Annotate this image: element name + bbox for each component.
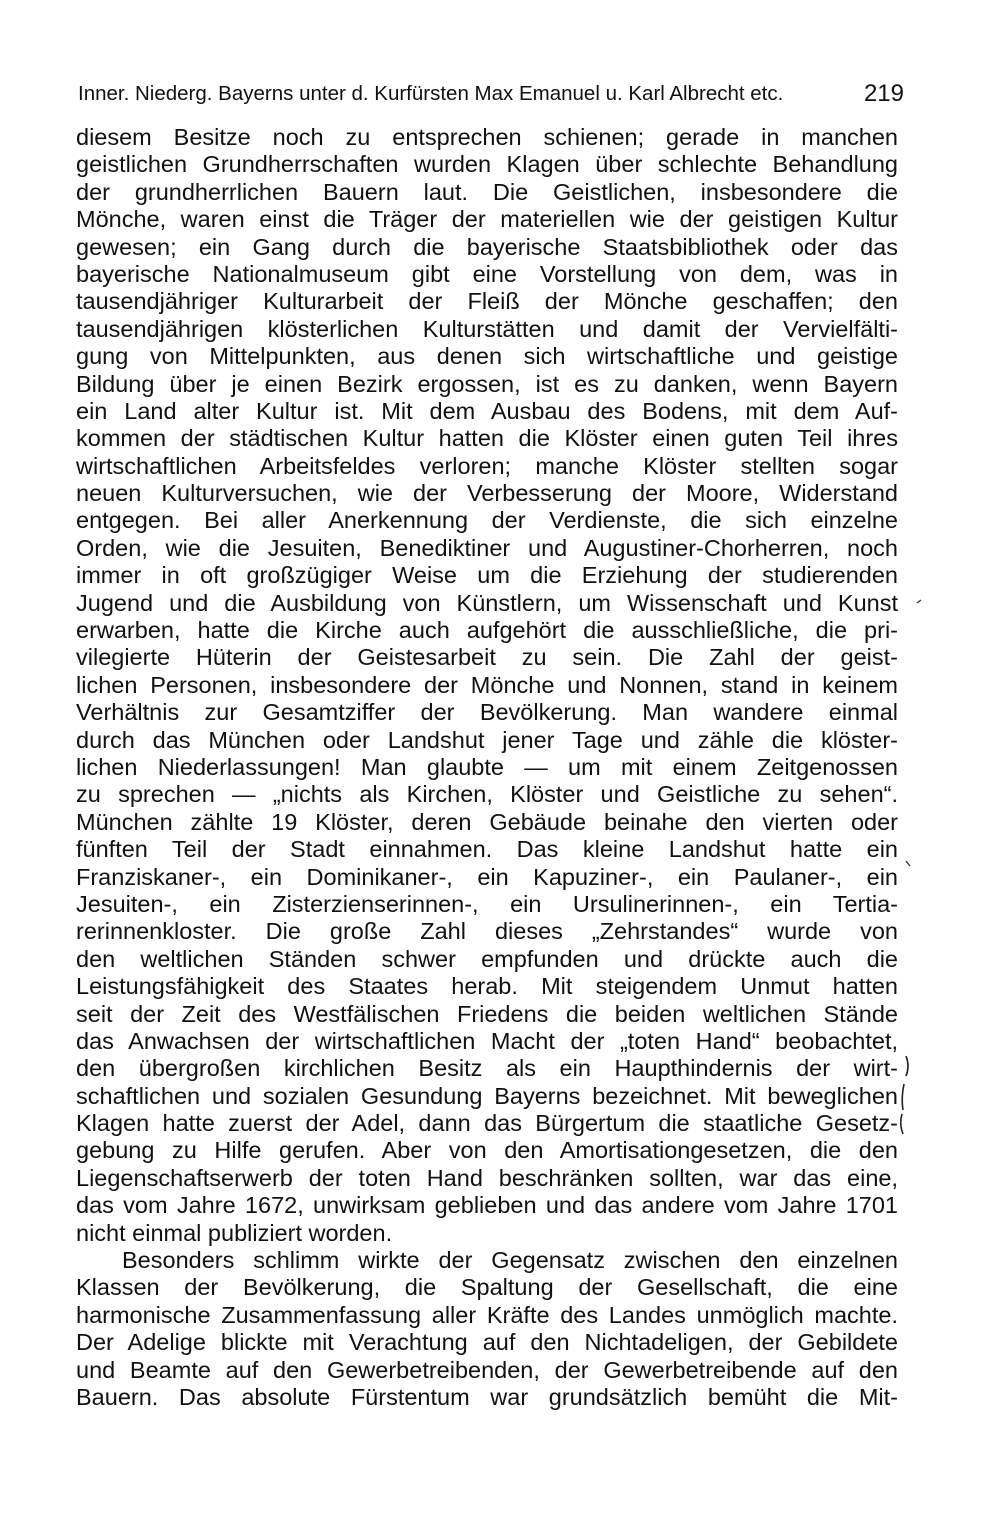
text-line: gung von Mittelpunkten, aus denen sich wirtschaftliche und geistige bbox=[76, 343, 898, 370]
text-line: lichen Niederlassungen! Man glaubte — um mit einem Zeitgenossen bbox=[76, 753, 898, 780]
text-line: das Anwachsen der wirtschaftlichen Macht der „toten Hand“ beobachtet, bbox=[76, 1027, 898, 1054]
text-line: Franziskaner-, ein Dominikaner-, ein Kapuziner-, ein Paulaner-, ein bbox=[76, 863, 898, 890]
text-line: Liegenschaftserwerb der toten Hand beschränken sollten, war das eine, bbox=[76, 1164, 898, 1191]
text-line: geistlichen Grundherrschaften wurden Klagen über schlechte Behandlung bbox=[76, 151, 898, 178]
text-line: kommen der städtischen Kultur hatten die Klöster einen guten Teil ihres bbox=[76, 425, 898, 452]
text-line: ein Land alter Kultur ist. Mit dem Ausbau des Bodens, mit dem Auf- bbox=[76, 397, 898, 424]
text-line: fünften Teil der Stadt einnahmen. Das kleine Landshut hatte ein bbox=[76, 836, 898, 863]
margin-mark bbox=[902, 1084, 904, 1110]
text-line: diesem Besitze noch zu entsprechen schienen; gerade in manchen bbox=[76, 124, 898, 150]
running-title: Inner. Niederg. Bayerns unter d. Kurfürsten Max Emanuel u. Karl Albrecht etc. bbox=[78, 82, 784, 105]
text-line: immer in oft großzügiger Weise um die Erziehung der studierenden bbox=[76, 562, 898, 589]
text-line: tausendjähriger Kulturarbeit der Fleiß der Mönche geschaffen; den bbox=[76, 288, 898, 315]
text-line: bayerische Nationalmuseum gibt eine Vorstellung von dem, was in bbox=[76, 260, 898, 287]
text-line: Jesuiten-, ein Zisterzienserinnen-, ein Ursulinerinnen-, ein Tertia- bbox=[76, 890, 898, 917]
margin-mark bbox=[901, 1114, 903, 1134]
page-number: 219 bbox=[863, 80, 904, 107]
text-line: der grundherrlichen Bauern laut. Die Geistlichen, insbesondere die bbox=[76, 178, 898, 205]
text-line: harmonische Zusammenfassung aller Kräfte des Landes unmöglich machte. bbox=[76, 1301, 898, 1328]
text-line: vilegierte Hüterin der Geistesarbeit zu sein. Die Zahl der geist- bbox=[76, 644, 898, 671]
text-line: tausendjährigen klösterlichen Kulturstätten und damit der Vervielfälti- bbox=[76, 315, 898, 342]
text-line: lichen Personen, insbesondere der Mönche und Nonnen, stand in keinem bbox=[76, 671, 898, 698]
paragraph bbox=[76, 124, 898, 1247]
text-line: Verhältnis zur Gesamtziffer der Bevölkerung. Man wandere einmal bbox=[76, 699, 898, 726]
text-line: Orden, wie die Jesuiten, Benediktiner und Augustiner-Chorherren, noch bbox=[76, 534, 898, 561]
text-line: durch das München oder Landshut jener Tage und zähle die klöster- bbox=[76, 726, 898, 753]
text-line: rerinnenkloster. Die große Zahl dieses „Zehrstandes“ wurde von bbox=[76, 918, 898, 945]
text-line: Bauern. Das absolute Fürstentum war grundsätzlich bemüht die Mit- bbox=[76, 1383, 898, 1410]
text-line: Jugend und die Ausbildung von Künstlern, um Wissenschaft und Kunst bbox=[76, 589, 898, 616]
margin-mark bbox=[906, 1056, 908, 1076]
text-line: Besonders schlimm wirkte der Gegensatz zwischen den einzelnen bbox=[122, 1247, 898, 1274]
text-line: München zählte 19 Klöster, deren Gebäude beinahe den vierten oder bbox=[76, 808, 898, 835]
paragraph bbox=[76, 1247, 898, 1411]
text-line: entgegen. Bei aller Anerkennung der Verdienste, die sich einzelne bbox=[76, 507, 898, 534]
text-line: schaftlichen und sozialen Gesundung Bayerns bezeichnet. Mit beweglichen bbox=[76, 1082, 898, 1109]
text-line: das vom Jahre 1672, unwirksam geblieben und das andere vom Jahre 1701 bbox=[76, 1192, 898, 1219]
running-head bbox=[78, 78, 904, 110]
text-line: Leistungsfähigkeit des Staates herab. Mit steigendem Unmut hatten bbox=[76, 973, 898, 1000]
text-line: Klassen der Bevölkerung, die Spaltung der Gesellschaft, die eine bbox=[76, 1274, 898, 1301]
text-line: wirtschaftlichen Arbeitsfeldes verloren; manche Klöster stellten sogar bbox=[76, 452, 898, 479]
text-line: den übergroßen kirchlichen Besitz als ein Haupthindernis der wirt- bbox=[76, 1055, 898, 1082]
text-line: Mönche, waren einst die Träger der materiellen wie der geistigen Kultur bbox=[76, 206, 898, 233]
text-line: Bildung über je einen Bezirk ergossen, ist es zu danken, wenn Bayern bbox=[76, 370, 898, 397]
text-line: zu sprechen — „nichts als Kirchen, Klöster und Geistliche zu sehen“. bbox=[76, 781, 898, 808]
text-line: erwarben, hatte die Kirche auch aufgehört die ausschließliche, die pri- bbox=[76, 617, 898, 644]
text-line: neuen Kulturversuchen, wie der Verbesserung der Moore, Widerstand bbox=[76, 480, 898, 507]
text-line: gebung zu Hilfe gerufen. Aber von den Amortisationgesetzen, die den bbox=[76, 1137, 898, 1164]
text-line: nicht einmal publiziert worden. bbox=[76, 1219, 393, 1246]
text-line: und Beamte auf den Gewerbetreibenden, der Gewerbetreibende auf den bbox=[76, 1356, 898, 1383]
body-text bbox=[76, 124, 898, 1411]
text-line: Klagen hatte zuerst der Adel, dann das Bürgertum die staatliche Gesetz- bbox=[76, 1110, 898, 1137]
text-line: seit der Zeit des Westfälischen Friedens die beiden weltlichen Stände bbox=[76, 1000, 898, 1027]
margin-mark bbox=[906, 861, 910, 866]
text-line: gewesen; ein Gang durch die bayerische Staatsbibliothek oder das bbox=[76, 233, 898, 260]
text-line: den weltlichen Ständen schwer empfunden und drückte auch die bbox=[76, 945, 898, 972]
margin-mark bbox=[917, 600, 921, 603]
text-line: Der Adelige blickte mit Verachtung auf den Nichtadeligen, der Gebildete bbox=[76, 1329, 898, 1356]
